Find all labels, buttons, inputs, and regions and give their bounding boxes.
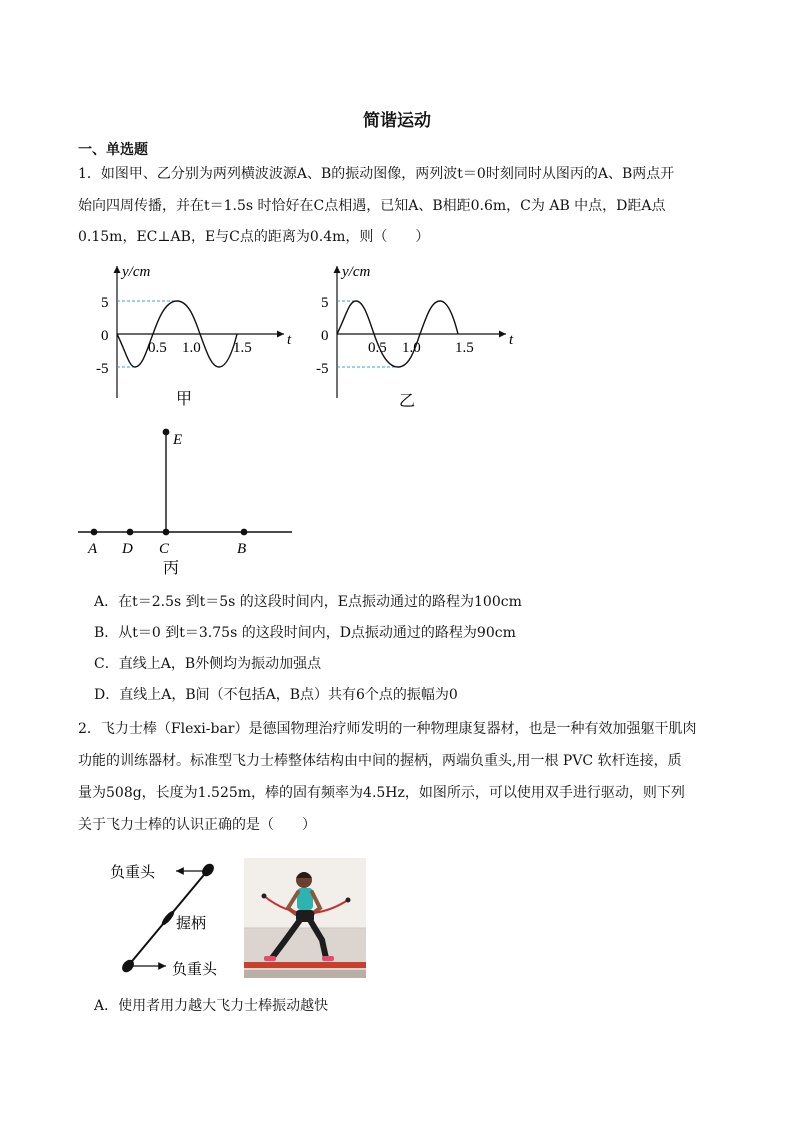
y-label: y/cm: [342, 264, 371, 280]
graph-jia: [96, 260, 306, 410]
label-weight-head-bottom: 负重头: [172, 962, 218, 978]
dot-b: [241, 529, 248, 536]
q1-option-b[interactable]: B．从t＝0 到t＝3.75s 的这段时间内，D点振动通过的路程为90cm: [94, 625, 516, 641]
label-b: B: [237, 541, 247, 557]
q2-option-a[interactable]: A．使用者用力越大飞力士棒振动越快: [94, 998, 329, 1014]
caption-yi: 乙: [399, 393, 416, 410]
y-tick-neg5: -5: [96, 361, 109, 377]
q2-text-line-4: 关于飞力士棒的认识正确的是（ ）: [78, 817, 316, 833]
photo-illustration: [244, 858, 366, 978]
page-title: 简谐运动: [363, 111, 431, 131]
section-heading: 一、单选题: [78, 142, 148, 158]
x-tick-1.5: 1.5: [233, 340, 252, 356]
caption-jia: 甲: [176, 391, 193, 408]
q1-text-line-2: 始向四周传播，并在t＝1.5s 时恰好在C点相遇，已知A、B相距0.6m，C为 AB 中点，D距A点: [78, 198, 666, 214]
q1-option-a[interactable]: A．在t＝2.5s 到t＝5s 的这段时间内，E点振动通过的路程为100cm: [94, 594, 522, 610]
x-tick-1.0: 1.0: [182, 340, 201, 356]
y-tick-5: 5: [321, 295, 329, 311]
q1-text-line-1: 1．如图甲、乙分别为两列横波波源A、B的振动图像，两列波t＝0时刻同时从图丙的A、B两点开: [78, 166, 675, 182]
q1-option-c[interactable]: C．直线上A，B外侧均为振动加强点: [94, 656, 322, 672]
x-label: t: [509, 332, 514, 348]
q1-text-line-3: 0.15m，EC⊥AB，E与C点的距离为0.4m，则（ ）: [78, 229, 430, 245]
y-tick-neg5: -5: [316, 361, 329, 377]
x-tick-1.0: 1.0: [402, 340, 421, 356]
label-e: E: [173, 432, 183, 448]
y-tick-5: 5: [101, 295, 109, 311]
graph-bing: [74, 420, 298, 580]
label-a: A: [88, 541, 98, 557]
x-tick-1.5: 1.5: [455, 340, 474, 356]
dot-a: [91, 529, 98, 536]
x-tick-0.5: 0.5: [148, 340, 167, 356]
caption-bing: 丙: [163, 560, 180, 577]
y-tick-0: 0: [101, 328, 109, 344]
label-c: C: [159, 541, 170, 557]
q2-text-line-3: 量为508g，长度为1.525m，棒的固有频率为4.5Hz，如图所示，可以使用双手进行驱动，则下列: [78, 785, 685, 801]
dot-c: [163, 529, 170, 536]
label-grip: 握柄: [176, 916, 207, 932]
label-d: D: [122, 541, 133, 557]
x-tick-0.5: 0.5: [368, 340, 387, 356]
dot-e: [163, 429, 170, 436]
dot-d: [127, 529, 134, 536]
label-weight-head-top: 负重头: [110, 865, 156, 881]
flexibar-photo: [244, 858, 366, 978]
y-tick-0: 0: [321, 328, 329, 344]
q2-text-line-2: 功能的训练器材。标准型飞力士棒整体结构由中间的握柄，两端负重头,用一根 PVC 软杆连接，质: [78, 753, 682, 769]
flexibar-diagram: [104, 850, 236, 985]
y-label: y/cm: [122, 264, 151, 280]
x-label: t: [287, 332, 292, 348]
q2-text-line-1: 2．飞力士棒（Flexi-bar）是德国物理治疗师发明的一种物理康复器材，也是一种有效加强躯干肌肉: [78, 721, 697, 737]
graph-yi: [316, 260, 526, 410]
q1-option-d[interactable]: D．直线上A，B间（不包括A，B点）共有6个点的振幅为0: [94, 687, 458, 703]
grip-handle: [160, 909, 176, 927]
